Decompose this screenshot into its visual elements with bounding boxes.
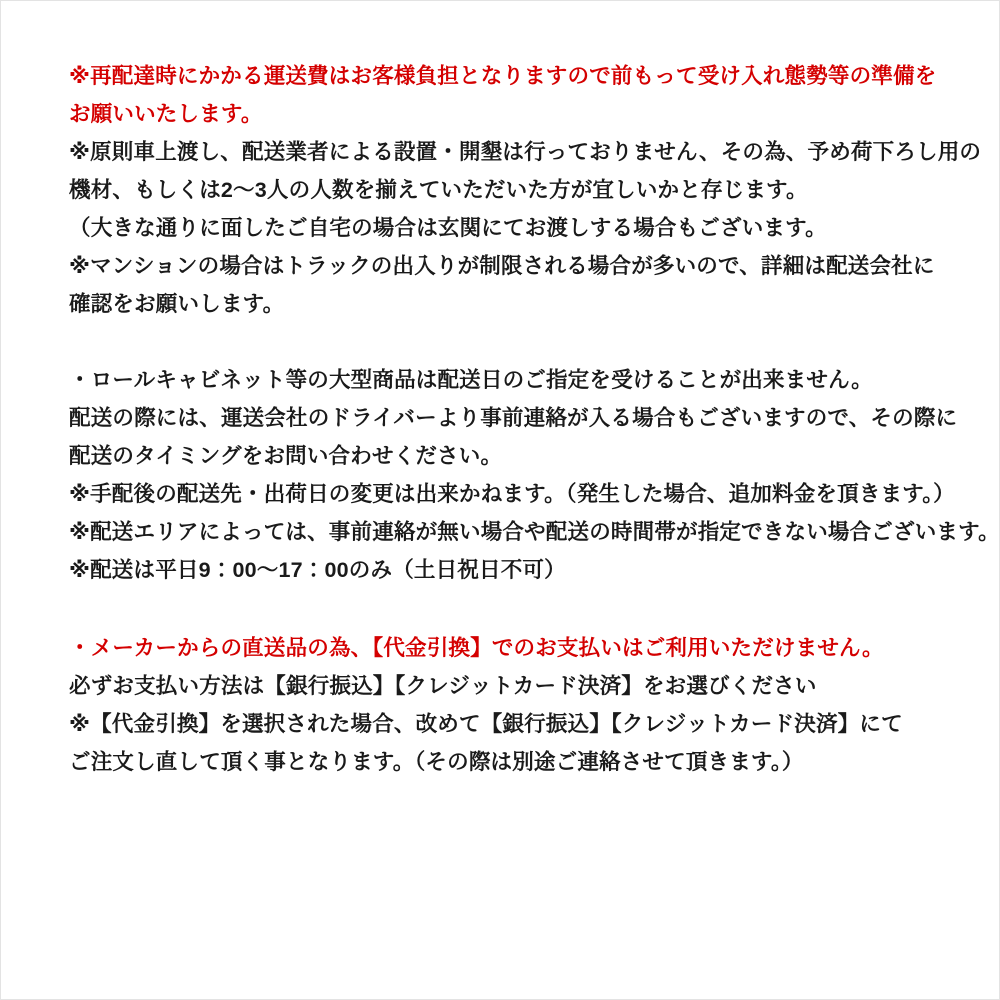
notice-line: ご注文し直して頂く事となります。（その際は別途ご連絡させて頂きます。） (69, 750, 804, 774)
notice-line: ※原則車上渡し、配送業者による設置・開墾は行っておりません、その為、予め荷下ろし用の (69, 140, 982, 164)
notice-line: ※配送エリアによっては、事前連絡が無い場合や配送の時間帯が指定できない場合ございます。 (69, 520, 1000, 544)
notice-line: ・メーカーからの直送品の為、【代金引換】でのお支払いはご利用いただけません。 (69, 636, 884, 660)
notice-line: （大きな通りに面したご自宅の場合は玄関にてお渡しする場合もございます。 (69, 216, 827, 240)
section-spacer (69, 589, 959, 629)
notice-line: 必ずお支払い方法は【銀行振込】【クレジットカード決済】をお選びください (69, 674, 817, 698)
notice-line: 配送のタイミングをお問い合わせください。 (69, 444, 503, 468)
notice-line: ※【代金引換】を選択された場合、改めて【銀行振込】【クレジットカード決済】にて (69, 712, 903, 736)
section-payment-methods (69, 629, 959, 781)
notice-line: お願いいたします。 (69, 102, 263, 126)
notice-line: ※マンションの場合はトラックの出入りが制限される場合が多いので、詳細は配送会社に (69, 254, 935, 278)
notice-line: ※配送は平日9：00〜17：00のみ（土日祝日不可） (69, 558, 566, 582)
notice-line: ・ロールキャビネット等の大型商品は配送日のご指定を受けることが出来ません。 (69, 368, 873, 392)
section-redelivery-and-unloading (69, 57, 982, 323)
notice-line: ※再配達時にかかる運送費はお客様負担となりますので前もって受け入れ態勢等の準備を (69, 64, 937, 88)
notice-line: ※手配後の配送先・出荷日の変更は出来かねます。（発生した場合、追加料金を頂きます。） (69, 482, 955, 506)
section-spacer (69, 323, 959, 361)
notice-line: 確認をお願いします。 (69, 292, 285, 316)
notice-line: 配送の際には、運送会社のドライバーより事前連絡が入る場合もございますので、その際に (69, 406, 958, 430)
section-large-items-delivery (69, 361, 1000, 589)
notice-line: 機材、もしくは2〜3人の人数を揃えていただいた方が宜しいかと存じます。 (69, 178, 808, 202)
